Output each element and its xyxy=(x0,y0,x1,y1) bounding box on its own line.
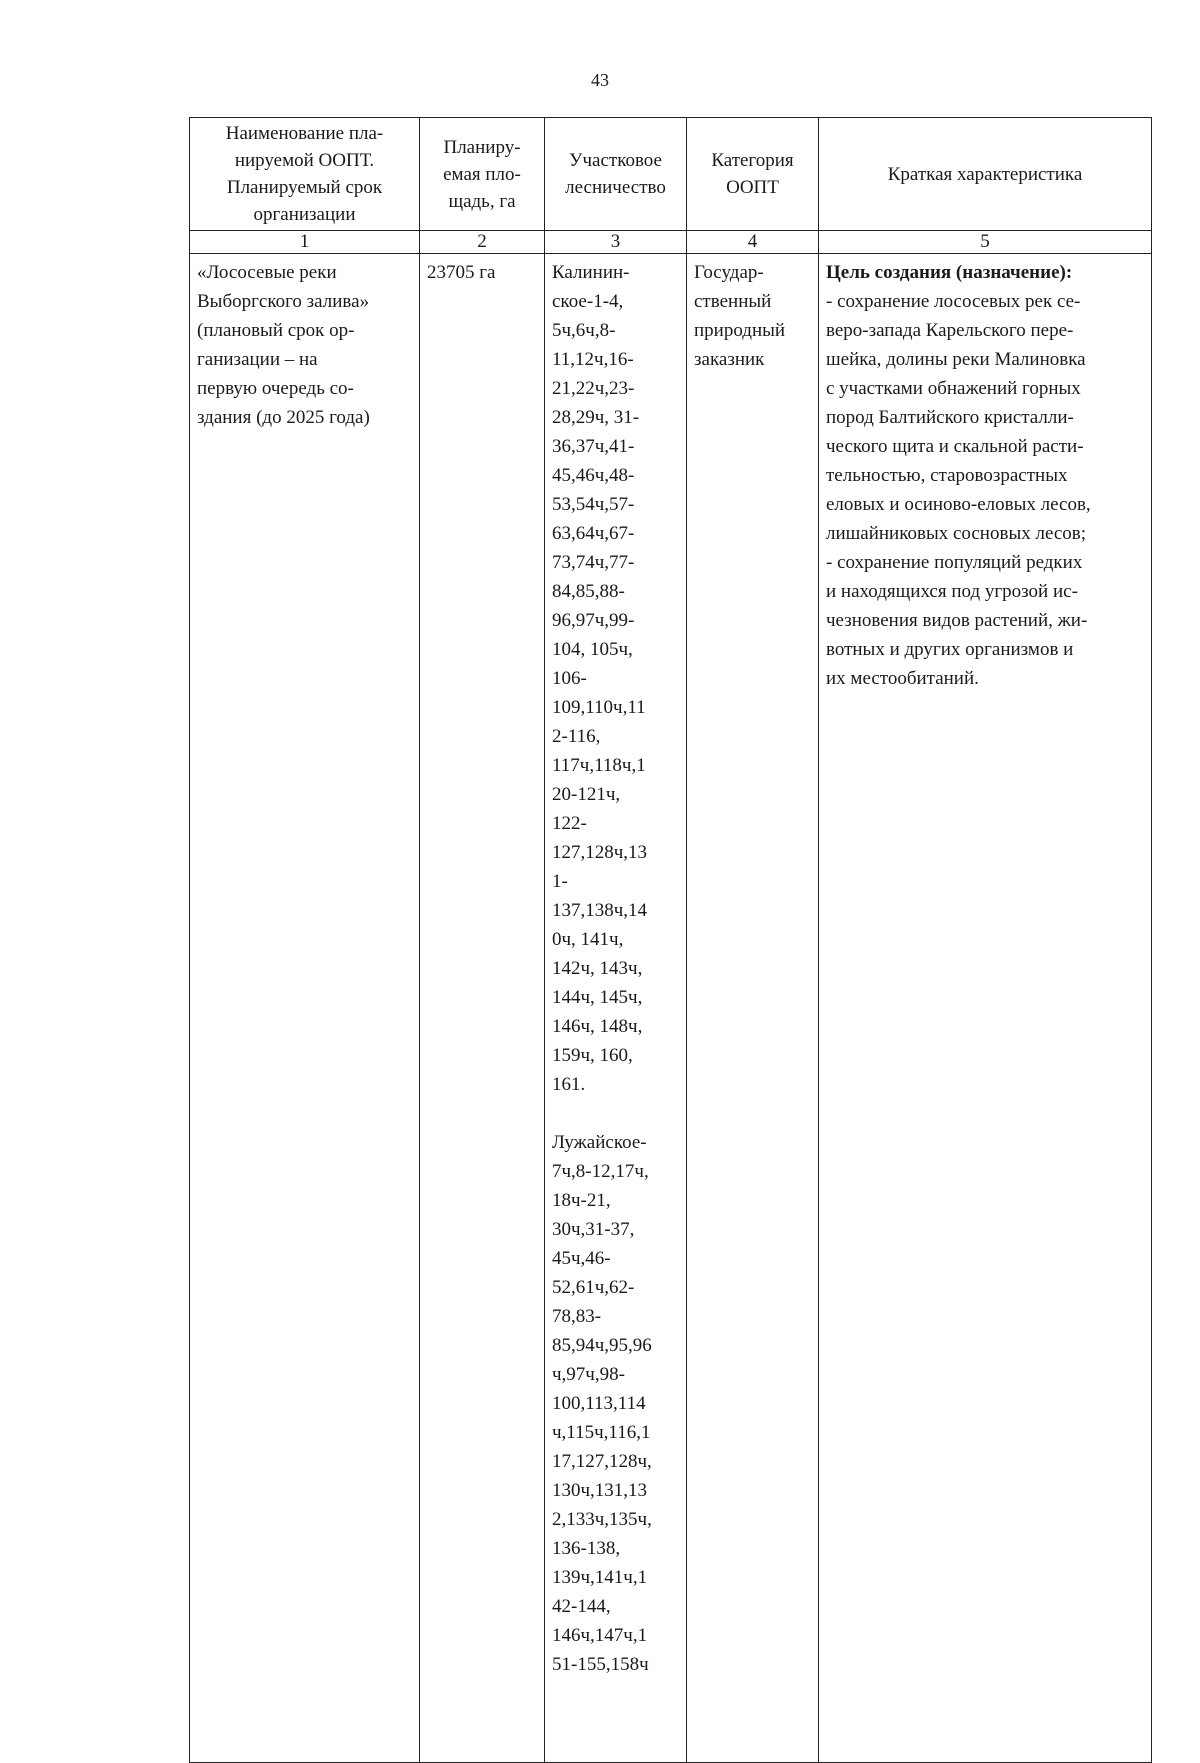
forestry-gap xyxy=(552,1099,679,1128)
purpose-heading: Цель создания (назначение): xyxy=(826,262,1073,283)
header-description: Краткая характеристика xyxy=(819,118,1152,231)
area-name-cell: «Лососевые реки Выборгского залива» (плановый срок ор- ганизации – на первую очередь со- здания (до 2025 года) xyxy=(190,254,420,1763)
protected-areas-table xyxy=(189,117,1152,1763)
header-name-term: Наименование пла- нируемой ООПТ. Планируемый срок организации xyxy=(190,118,420,231)
column-number: 5 xyxy=(819,231,1152,254)
category-cell: Государ- ственный природный заказник xyxy=(687,254,819,1763)
column-number: 3 xyxy=(545,231,687,254)
header-forestry: Участковое лесничество xyxy=(545,118,687,231)
page-number: 43 xyxy=(591,70,609,90)
column-number: 1 xyxy=(190,231,420,254)
description-cell xyxy=(819,254,1152,1763)
table-header-row xyxy=(190,118,1152,231)
header-area: Планиру- емая пло- щадь, га xyxy=(420,118,545,231)
header-category: Категория ООПТ xyxy=(687,118,819,231)
table-row xyxy=(190,254,1152,1763)
column-number: 4 xyxy=(687,231,819,254)
forestry-cell xyxy=(545,254,687,1763)
purpose-text: - сохранение лососевых рек се- веро-запада Карельского пере- шейка, долины реки Малиновка с участками обнажений горных пород Балтийского кристалли- ческого щита и скальной расти- тельностью, старовозрастных еловых и осиново-еловых лесов, лишайниковых сосновых лесов; - сохранение популяций редких и находящихся под угрозой ис- чезновения видов растений, жи- вотных и других организмов и их местообитаний. xyxy=(826,291,1091,689)
forestry-luzhayskoe: Лужайское- 7ч,8-12,17ч, 18ч-21, 30ч,31-37, 45ч,46- 52,61ч,62- 78,83- 85,94ч,95,96 ч,97ч,98- 100,113,114 ч,115ч,116,1 17,127,128ч, 130ч,131,13 2,133ч,135ч, 136-138, 139ч,141ч,1 42-144, 146ч,147ч,1 51-155,158ч xyxy=(552,1132,652,1675)
column-number: 2 xyxy=(420,231,545,254)
area-size-cell: 23705 га xyxy=(420,254,545,1763)
column-number-row xyxy=(190,231,1152,254)
forestry-kalininskoe: Калинин- ское-1-4, 5ч,6ч,8- 11,12ч,16- 21,22ч,23- 28,29ч, 31- 36,37ч,41- 45,46ч,48- 53,54ч,57- 63,64ч,67- 73,74ч,77- 84,85,88- 96,97ч,99- 104, 105ч, 106- 109,110ч,11 2-116, 117ч,118ч,1 20-121ч, 122- 127,128ч,13 1- 137,138ч,14 0ч, 141ч, 142ч, 143ч, 144ч, 145ч, 146ч, 148ч, 159ч, 160, 161. xyxy=(552,262,648,1095)
